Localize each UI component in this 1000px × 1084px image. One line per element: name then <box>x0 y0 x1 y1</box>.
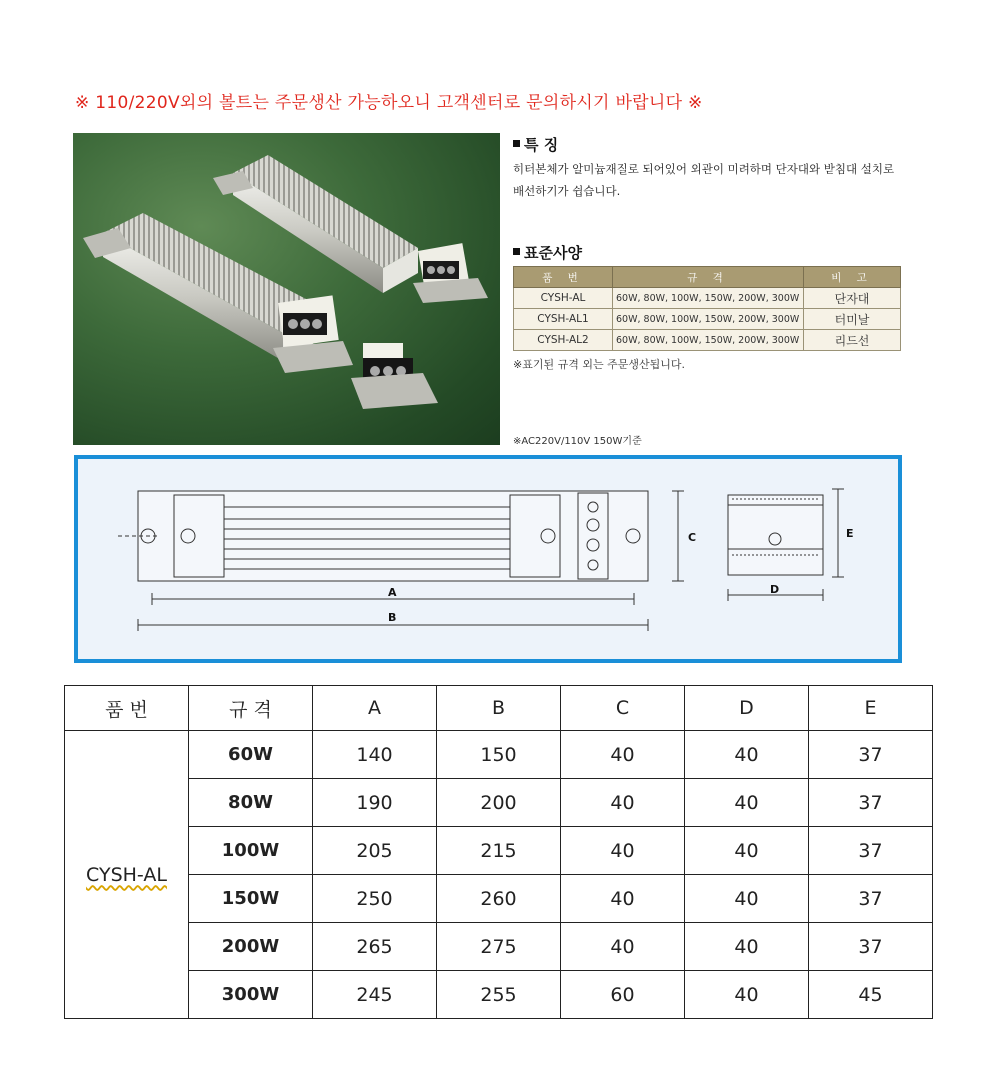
dimension-c-label: C <box>688 531 697 544</box>
model-cell: CYSH-AL1 <box>514 309 613 330</box>
dim-d-cell: 40 <box>685 875 809 923</box>
dimension-b-label: B <box>388 611 397 624</box>
dim-c-cell: 40 <box>561 827 685 875</box>
features-title <box>513 134 558 155</box>
column-header: A <box>313 686 437 731</box>
features-text: 히터본체가 알미늄재질로 되어있어 외관이 미려하며 단자대와 받침대 설치로 배선하기가 쉽습니다. <box>513 162 895 198</box>
dim-e-cell: 45 <box>809 971 933 1019</box>
dim-c-cell: 40 <box>561 779 685 827</box>
table-row <box>65 971 933 1019</box>
table-row <box>65 827 933 875</box>
dimension-table <box>64 685 933 1019</box>
dim-e-cell: 37 <box>809 827 933 875</box>
table-row <box>65 779 933 827</box>
dim-d-cell: 40 <box>685 923 809 971</box>
standard-spec-table <box>513 266 901 351</box>
dim-c-cell: 40 <box>561 923 685 971</box>
note-cell: 터미날 <box>804 309 901 330</box>
spec-cell: 300W <box>189 971 313 1019</box>
dim-c-cell: 40 <box>561 731 685 779</box>
ac-basis-note: ※AC220V/110V 150W기준 <box>513 436 642 447</box>
table-row <box>65 923 933 971</box>
model-name: CYSH-AL <box>86 863 167 886</box>
dim-e-cell: 37 <box>809 779 933 827</box>
model-cell: CYSH-AL2 <box>514 330 613 351</box>
dim-d-cell: 40 <box>685 971 809 1019</box>
table-row <box>514 288 901 309</box>
table-row <box>514 330 901 351</box>
dim-b-cell: 215 <box>437 827 561 875</box>
dim-b-cell: 200 <box>437 779 561 827</box>
standard-title <box>513 242 582 263</box>
spec-cell: 80W <box>189 779 313 827</box>
dim-b-cell: 150 <box>437 731 561 779</box>
spec-cell: 60W, 80W, 100W, 150W, 200W, 300W <box>613 330 804 351</box>
product-photo <box>73 133 500 445</box>
table-header-row <box>514 267 901 288</box>
column-header: 규 격 <box>613 267 804 288</box>
terminal-block <box>351 343 438 409</box>
spec-cell: 100W <box>189 827 313 875</box>
dim-c-cell: 60 <box>561 971 685 1019</box>
column-header: B <box>437 686 561 731</box>
table-header-row <box>65 686 933 731</box>
dim-e-cell: 37 <box>809 875 933 923</box>
spec-cell: 60W, 80W, 100W, 150W, 200W, 300W <box>613 288 804 309</box>
column-header: E <box>809 686 933 731</box>
column-header: C <box>561 686 685 731</box>
dim-b-cell: 260 <box>437 875 561 923</box>
dimension-a-label: A <box>388 586 397 599</box>
features-title-label: 특 징 <box>524 136 559 154</box>
bullet-square-icon <box>513 248 520 255</box>
column-header: 비 고 <box>804 267 901 288</box>
note-cell: 단자대 <box>804 288 901 309</box>
dim-a-cell: 140 <box>313 731 437 779</box>
column-header: 품 번 <box>65 686 189 731</box>
model-cell: CYSH-AL <box>514 288 613 309</box>
dim-d-cell: 40 <box>685 779 809 827</box>
dim-e-cell: 37 <box>809 731 933 779</box>
table-row <box>65 731 933 779</box>
dim-a-cell: 190 <box>313 779 437 827</box>
dim-a-cell: 265 <box>313 923 437 971</box>
table-row <box>514 309 901 330</box>
dimension-drawing <box>74 455 902 663</box>
dim-a-cell: 245 <box>313 971 437 1019</box>
spec-cell: 60W, 80W, 100W, 150W, 200W, 300W <box>613 309 804 330</box>
custom-order-note: ※표기된 규격 외는 주문생산됩니다. <box>513 358 685 371</box>
table-row <box>65 875 933 923</box>
spec-cell: 150W <box>189 875 313 923</box>
spec-cell: 200W <box>189 923 313 971</box>
column-header: 품 번 <box>514 267 613 288</box>
dim-b-cell: 255 <box>437 971 561 1019</box>
spec-cell: 60W <box>189 731 313 779</box>
note-cell: 리드선 <box>804 330 901 351</box>
dim-a-cell: 250 <box>313 875 437 923</box>
dim-d-cell: 40 <box>685 731 809 779</box>
dim-b-cell: 275 <box>437 923 561 971</box>
column-header: D <box>685 686 809 731</box>
order-notice: ※ 110/220V외의 볼트는 주문생산 가능하오니 고객센터로 문의하시기 바랍니다 ※ <box>75 93 703 113</box>
standard-title-label: 표준사양 <box>524 244 582 262</box>
model-cell <box>65 731 189 1019</box>
dimension-e-label: E <box>846 527 854 540</box>
dim-a-cell: 205 <box>313 827 437 875</box>
bullet-square-icon <box>513 140 520 147</box>
dimension-d-label: D <box>770 583 780 596</box>
dim-c-cell: 40 <box>561 875 685 923</box>
dim-d-cell: 40 <box>685 827 809 875</box>
column-header: 규 격 <box>189 686 313 731</box>
dim-e-cell: 37 <box>809 923 933 971</box>
